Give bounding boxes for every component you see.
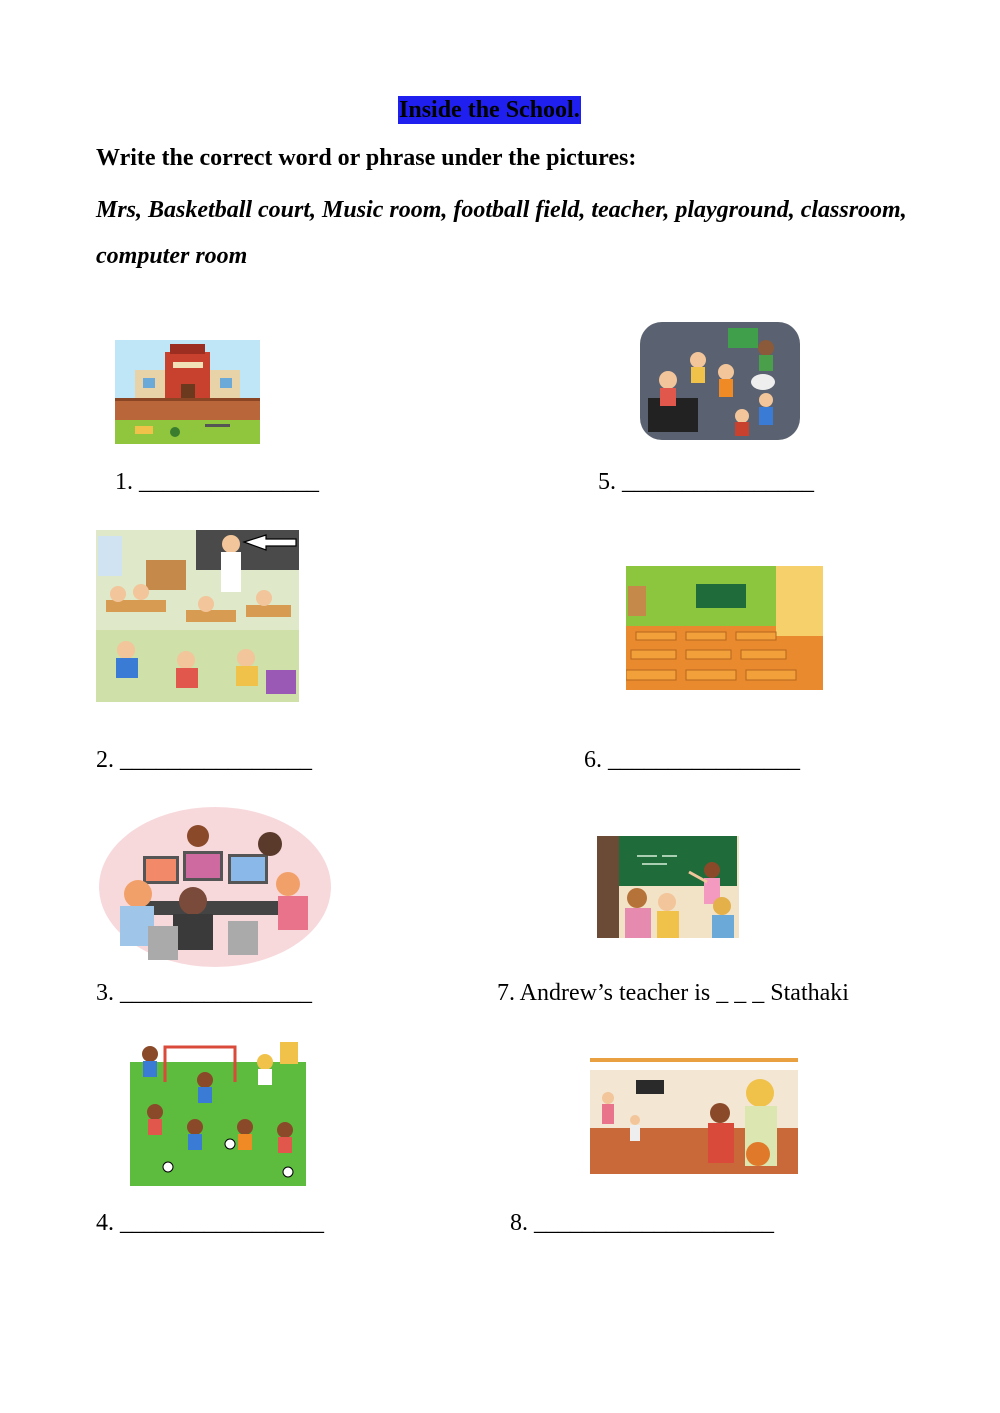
school-playground-picture bbox=[115, 340, 260, 444]
worksheet-title: Inside the School. bbox=[399, 97, 580, 123]
answer-1: 1. _______________ bbox=[115, 469, 319, 495]
answer-3: 3. ________________ bbox=[96, 980, 312, 1006]
word-bank: Mrs, Basketball court, Music room, football field, teacher, playground, classroom, computer room bbox=[96, 197, 907, 269]
answer-6: 6. ________________ bbox=[584, 747, 800, 773]
instruction-text: Write the correct word or phrase under the pictures: bbox=[96, 145, 637, 171]
football-field-picture bbox=[130, 1032, 306, 1186]
answer-8: 8. ____________________ bbox=[510, 1210, 774, 1236]
basketball-court-picture bbox=[590, 1058, 798, 1174]
empty-classroom-picture bbox=[626, 566, 823, 690]
teacher-classroom-picture bbox=[96, 530, 299, 702]
answer-7: 7. Andrew’s teacher is _ _ _ Stathaki bbox=[497, 980, 849, 1006]
answer-2: 2. ________________ bbox=[96, 747, 312, 773]
teacher-at-chalkboard-picture bbox=[597, 836, 739, 938]
computer-room-picture bbox=[98, 806, 332, 968]
music-room-picture bbox=[638, 320, 802, 442]
answer-5: 5. ________________ bbox=[598, 469, 814, 495]
answer-4: 4. _________________ bbox=[96, 1210, 324, 1236]
